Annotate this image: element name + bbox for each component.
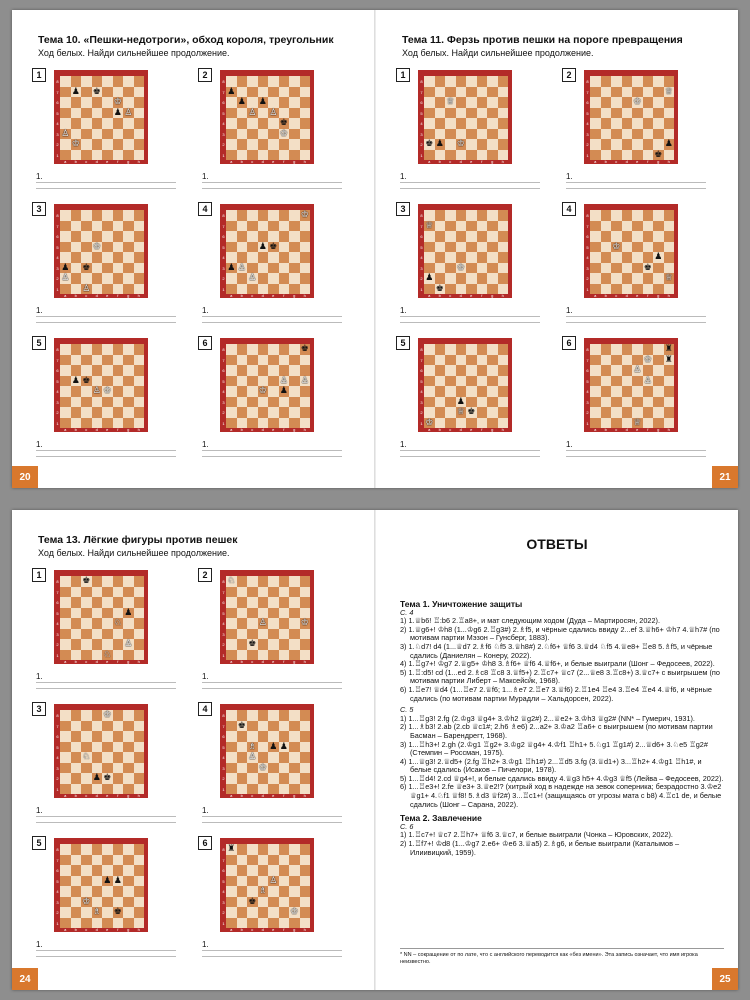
chess-piece: ♔	[633, 97, 642, 107]
chess-piece: ♚	[113, 907, 122, 917]
chess-board: 8 7 6 5 4 3 2 1 a b c d e f g h ♕ ♔ ♟ ♚	[584, 70, 678, 164]
chess-diagram: 3 8 7 6 5 4 3 2 1 a b c d e f g h ♔ ♟ ♚ ♙ ♙ 1.	[32, 202, 182, 324]
chess-piece: ♟	[237, 97, 246, 107]
chess-piece: ♘	[113, 618, 122, 628]
chess-piece: ♙	[124, 107, 133, 118]
chess-piece: ♙	[248, 107, 257, 118]
chess-board: 8 7 6 5 4 3 2 1 a b c d e f g h ♟ ♟ ♙ ♟ ♙ ♚ ♔	[220, 70, 314, 164]
chess-piece: ♚	[269, 241, 278, 252]
spread-pages-24-25	[12, 510, 738, 990]
answer-item: 3) 1...♖h3+! 2.gh (2.♔g1 ♖g2+ 3.♔g2 ♕g4+ 4.♔f1 ♖h1+ 5.♘g1 ♖g1#) 2...♕d6+ 3.♘e5 ♖g2# (Стемпин – Россман, 1975).	[400, 739, 708, 758]
chess-piece: ♕	[633, 417, 642, 428]
chess-piece: ♟	[103, 875, 112, 886]
page-title: Тема 11. Ферзь против пешки на пороге превращения	[402, 34, 683, 46]
chess-board: 8 7 6 5 4 3 2 1 a b c d e f g h ♚ ♗ ♟ ♟ ♙ ♔	[220, 704, 314, 798]
chess-piece: ♙	[633, 365, 642, 375]
chess-diagram: 1 8 7 6 5 4 3 2 1 a b c d e f g h ♕ ♚ ♟ ♔ 1.	[396, 68, 546, 190]
page-20	[12, 10, 374, 488]
chess-board: 8 7 6 5 4 3 2 1 a b c d e f g h ♟ ♚ ♟ ♔ ♙ ♙ ♔	[54, 70, 148, 164]
chess-piece: ♔	[643, 354, 652, 365]
diagram-number: 2	[198, 68, 212, 82]
chess-diagram: 5 8 7 6 5 4 3 2 1 a b c d e f g h ♟ ♚ ♕ ♔ 1.	[396, 336, 546, 458]
chess-piece: ♙	[269, 875, 278, 886]
chess-piece: ♚	[643, 262, 652, 273]
chess-piece: ♚	[103, 773, 112, 783]
diagram-number: 5	[32, 336, 46, 350]
page-25-answers	[376, 510, 738, 990]
chess-piece: ♔	[300, 210, 309, 220]
chess-board: 8 7 6 5 4 3 2 1 a b c d e f g h ♟ ♟ ♔ ♗ ♚	[54, 838, 148, 932]
diagram-number: 6	[198, 336, 212, 350]
page-number: 20	[12, 466, 38, 488]
page-21	[376, 10, 738, 488]
chess-piece: ♙	[248, 752, 257, 762]
chess-piece: ♟	[71, 86, 80, 97]
chess-diagram: 3 8 7 6 5 4 3 2 1 a b c d e f g h ♕ ♚ ♟ ♔ 1.	[396, 202, 546, 324]
chess-board: 8 7 6 5 4 3 2 1 a b c d e f g h ♔ ♜ ♙ ♙ ♕ ♜	[584, 338, 678, 432]
chess-piece: ♙	[258, 618, 267, 628]
answer-item: 1) 1.♕b6! ♖:b6 2.♖a8+, и мат следующим ходом (Дуда – Мартиросян, 2022).	[400, 616, 660, 626]
diagram-number: 5	[396, 336, 410, 350]
chess-diagram: 4 8 7 6 5 4 3 2 1 a b c d e f g h ♔ ♟ ♚ ♕ 1.	[562, 202, 712, 324]
chess-piece: ♟	[258, 241, 267, 252]
page-ref: С. 5	[400, 705, 414, 715]
diagram-number: 3	[396, 202, 410, 216]
chess-board: 8 7 6 5 4 3 2 1 a b c d e f g h ♚ ♟ ♘ ♘ ♙	[54, 570, 148, 664]
chess-board: 8 7 6 5 4 3 2 1 a b c d e f g h ♕ ♚ ♟ ♔	[418, 70, 512, 164]
chess-board: 8 7 6 5 4 3 2 1 a b c d e f g h ♘ ♙ ♚ ♔	[220, 570, 314, 664]
answer-item: 2) 1.♕g6+! ♔h8 (1...♔g6 2.♖g3#) 2.♗f5, и чёрные сдались ввиду 2...ef 3.♕h6+ ♔h7 4.♕h7# (по мотивам партии Мэзон – Гунсберг, 1883).	[400, 624, 720, 643]
chess-piece: ♘	[103, 649, 112, 660]
page-subtitle: Ход белых. Найди сильнейшее продолжение.	[402, 48, 594, 58]
chess-piece: ♜	[664, 344, 673, 354]
diagram-number: 5	[32, 836, 46, 850]
chess-piece: ♙	[61, 128, 70, 139]
chess-piece: ♟	[113, 107, 122, 118]
chess-piece: ♙	[643, 375, 652, 386]
chess-board: 8 7 6 5 4 3 2 1 a b c d e f g h ♔ ♟ ♚ ♕	[584, 204, 678, 298]
chess-diagram: 6 8 7 6 5 4 3 2 1 a b c d e f g h ♔ ♜ ♙ ♙ ♕ ♜ 1.	[562, 336, 712, 458]
chess-piece: ♔	[103, 710, 112, 720]
chess-piece: ♙	[279, 375, 288, 386]
chess-board: 8 7 6 5 4 3 2 1 a b c d e f g h ♜ ♙ ♗ ♚ ♔	[220, 838, 314, 932]
chess-diagram: 2 8 7 6 5 4 3 2 1 a b c d e f g h ♟ ♟ ♙ ♟ ♙ ♚ ♔ 1.	[198, 68, 348, 190]
answer-item: 1) 1.♖c7+! ♕c7 2.♖h7+ ♕f6 3.♕c7, и белые выиграли (Чонка – Юровских, 2022).	[400, 830, 673, 840]
chess-piece: ♙	[92, 386, 101, 396]
chess-piece: ♟	[258, 97, 267, 107]
chess-piece: ♟	[227, 262, 236, 273]
chess-piece: ♙	[300, 375, 309, 386]
chess-piece: ♕	[456, 407, 465, 417]
chess-piece: ♚	[248, 639, 257, 649]
chess-piece: ♟	[654, 252, 663, 262]
diagram-number: 3	[32, 202, 46, 216]
chess-piece: ♟	[425, 273, 434, 283]
page-number: 21	[712, 466, 738, 488]
chess-piece: ♕	[446, 97, 455, 107]
answer-item: 4) 1.♖g7+! ♔g7 2.♕g5+ ♔h8 3.♗f6+ ♕f6 4.♕f6+, и белые выиграли (Шонг – Федосеев, 2022).	[400, 659, 715, 669]
chess-diagram: 4 8 7 6 5 4 3 2 1 a b c d e f g h ♔ ♚ ♟ ♟ ♙ ♙ 1.	[198, 202, 348, 324]
diagram-number: 6	[198, 836, 212, 850]
chess-piece: ♚	[237, 720, 246, 731]
answer-item: 6) 1.♖e7! ♕d4 (1...♖e7 2.♕f6; 1...♗e7 2.♖e7 3.♕f6) 2.♖1e4 ♖e4 3.♖e4 ♖e4 4.♕f6, и чёрные сдались (по мотивам партии Мурадли – Хальдорсен, 2022).	[400, 684, 712, 703]
answer-item: 6) 1...♖e3+! 2.fe ♕e3+ 3.♕e2!? (хитрый ход в надежде на зевок соперника; безрадостно 3.♔e2 ♕g1+ 4.♘f1 ♕f8! 5.♗d3 ♕f2#) 3...♖c1+! (защищаясь от угрозы мата с b8) 4.♖c1 de, и белые сдались (Шонг – Сарана, 2022).	[400, 782, 722, 809]
chess-piece: ♟	[664, 139, 673, 149]
page-number: 24	[12, 968, 38, 990]
chess-board: 8 7 6 5 4 3 2 1 a b c d e f g h ♚ ♙ ♔ ♟	[54, 338, 148, 432]
chess-piece: ♚	[425, 139, 434, 149]
chess-piece: ♗	[92, 907, 101, 917]
diagram-number: 6	[562, 336, 576, 350]
chess-piece: ♔	[258, 386, 267, 396]
answer-item: 1) 1...♖g3! 2.fg (2.♔g3 ♕g4+ 3.♔h2 ♕g2#) 2...♕e2+ 3.♔h3 ♕g2# (NN* – Гумерич, 1931).	[400, 713, 695, 723]
page-subtitle: Ход белых. Найди сильнейшее продолжение.	[38, 48, 230, 58]
answer-item: 2) 1...♗b3! 2.ab (2.cb ♕c1#; 2.h6 ♗e6) 2...a2+ 3.♔a2 ♖a6+ с выигрышем (по мотивам партии Басман – Барендрегт, 1968).	[400, 722, 713, 740]
chess-piece: ♘	[82, 752, 91, 762]
chess-piece: ♕	[664, 86, 673, 97]
chess-board: 8 7 6 5 4 3 2 1 a b c d e f g h ♟ ♚ ♕ ♔	[418, 338, 512, 432]
diagram-number: 4	[198, 702, 212, 716]
diagram-number: 2	[562, 68, 576, 82]
chess-piece: ♚	[248, 896, 257, 907]
chess-diagram: 1 8 7 6 5 4 3 2 1 a b c d e f g h ♟ ♚ ♟ ♔ ♙ ♙ ♔ 1.	[32, 68, 182, 190]
chess-piece: ♚	[92, 86, 101, 97]
chess-board: 8 7 6 5 4 3 2 1 a b c d e f g h ♔ ♚ ♟ ♟ ♙ ♙	[220, 204, 314, 298]
page-title: Тема 13. Лёгкие фигуры против пешек	[38, 534, 238, 546]
chess-piece: ♔	[113, 97, 122, 107]
answers-list	[400, 617, 724, 703]
chess-piece: ♔	[425, 417, 434, 428]
chess-piece: ♟	[71, 375, 80, 386]
chess-piece: ♔	[300, 618, 309, 628]
spread-pages-20-21	[12, 10, 738, 488]
chess-piece: ♔	[279, 128, 288, 139]
chess-diagram: 3 8 7 6 5 4 3 2 1 a b c d e f g h ♔ ♘ ♟ ♚ 1.	[32, 702, 182, 824]
page-title: Тема 10. «Пешки-недотроги», обход короля, треугольник	[38, 34, 334, 46]
chess-piece: ♟	[61, 262, 70, 273]
chess-piece: ♔	[92, 241, 101, 252]
diagram-number: 2	[198, 568, 212, 582]
page-subtitle: Ход белых. Найди сильнейшее продолжение.	[38, 548, 230, 558]
chess-piece: ♚	[435, 283, 444, 294]
chess-piece: ♕	[425, 220, 434, 231]
chess-piece: ♙	[248, 273, 257, 283]
chess-piece: ♔	[456, 139, 465, 149]
answer-item: 5) 1.♖:d5! cd (1...ed 2.♗c8 ♖c8 3.♕f5+) 2.♖c7+ ♕c7 (2...♕e8 3.♖c8+) 3.♕c7+ с выигрышем (по мотивам партии Либерт – Максейсйк, 1968).	[400, 667, 720, 686]
chess-piece: ♚	[467, 407, 476, 417]
chess-piece: ♙	[61, 273, 70, 283]
diagram-number: 1	[32, 68, 46, 82]
answers-list	[400, 715, 724, 810]
chess-diagram: 1 8 7 6 5 4 3 2 1 a b c d e f g h ♚ ♟ ♘ ♘ ♙ 1.	[32, 568, 182, 690]
chess-piece: ♜	[227, 844, 236, 854]
chess-piece: ♜	[664, 354, 673, 365]
chess-board: 8 7 6 5 4 3 2 1 a b c d e f g h ♔ ♟ ♚ ♙ ♙	[54, 204, 148, 298]
chess-piece: ♔	[290, 907, 299, 917]
chess-piece: ♟	[279, 741, 288, 752]
chess-piece: ♗	[248, 741, 257, 752]
chess-piece: ♟	[113, 875, 122, 886]
chess-piece: ♙	[124, 639, 133, 649]
chess-piece: ♚	[82, 262, 91, 273]
chess-piece: ♙	[237, 262, 246, 273]
chess-piece: ♕	[664, 273, 673, 283]
chess-board: 8 7 6 5 4 3 2 1 a b c d e f g h ♚ ♙ ♙ ♔ ♟	[220, 338, 314, 432]
chess-diagram: 4 8 7 6 5 4 3 2 1 a b c d e f g h ♚ ♗ ♟ ♟ ♙ ♔ 1.	[198, 702, 348, 824]
chess-piece: ♔	[82, 896, 91, 907]
chess-diagram: 5 8 7 6 5 4 3 2 1 a b c d e f g h ♟ ♟ ♔ ♗ ♚ 1.	[32, 836, 182, 958]
chess-piece: ♟	[227, 86, 236, 97]
chess-piece: ♚	[654, 149, 663, 160]
answer-item: 3) 1.♘d7! d4 (1...♕d7 2.♗f6 ♘f5 3.♕h8#) 2.♘f6+ ♕f6 3.♕d4 ♘f5 4.♕e8+ ♖e8 5.♗f5, и чёрные сдались (Даниелян – Конеру, 2022).	[400, 641, 713, 660]
page-24	[12, 510, 374, 990]
chess-piece: ♙	[269, 107, 278, 118]
diagram-number: 3	[32, 702, 46, 716]
answers-heading: ОТВЕТЫ	[526, 536, 588, 552]
chess-diagram: 2 8 7 6 5 4 3 2 1 a b c d e f g h ♕ ♔ ♟ ♚ 1.	[562, 68, 712, 190]
chess-piece: ♔	[258, 762, 267, 773]
chess-piece: ♔	[612, 241, 621, 252]
chess-piece: ♚	[82, 375, 91, 386]
diagram-number: 4	[198, 202, 212, 216]
chess-piece: ♟	[269, 741, 278, 752]
theme-heading: Тема 1. Уничтожение защиты	[400, 599, 523, 609]
chess-piece: ♟	[124, 607, 133, 618]
chess-board: 8 7 6 5 4 3 2 1 a b c d e f g h ♔ ♘ ♟ ♚	[54, 704, 148, 798]
chess-piece: ♟	[92, 773, 101, 783]
page-number: 25	[712, 968, 738, 990]
diagram-number: 1	[32, 568, 46, 582]
diagram-number: 1	[396, 68, 410, 82]
chess-piece: ♟	[456, 396, 465, 407]
chess-piece: ♗	[258, 886, 267, 896]
theme-heading: Тема 2. Завлечение	[400, 813, 482, 824]
answer-item: 2) 1.♖f7+! ♔d8 (1...♔g7 2.e6+ ♔e6 3.♕a5) 2.♗g6, и белые выиграли (Каталымов – Илиивицкий, 1959).	[400, 839, 680, 857]
chess-board: 8 7 6 5 4 3 2 1 a b c d e f g h ♕ ♚ ♟ ♔	[418, 204, 512, 298]
chess-diagram: 6 8 7 6 5 4 3 2 1 a b c d e f g h ♚ ♙ ♙ ♔ ♟ 1.	[198, 336, 348, 458]
chess-piece: ♚	[300, 344, 309, 354]
answer-item: 5) 1...♖d4! 2.cd ♕g4+!, и белые сдались ввиду 4.♕g3 h5+ 4.♔g3 ♕f5 (Лейва – Федосеев, 2022).	[400, 773, 724, 783]
answers-list	[400, 831, 724, 857]
chess-piece: ♚	[279, 118, 288, 128]
chess-diagram: 2 8 7 6 5 4 3 2 1 a b c d e f g h ♘ ♙ ♚ ♔ 1.	[198, 568, 348, 690]
chess-piece: ♟	[279, 386, 288, 396]
chess-piece: ♔	[103, 386, 112, 396]
chess-diagram: 6 8 7 6 5 4 3 2 1 a b c d e f g h ♜ ♙ ♗ ♚ ♔ 1.	[198, 836, 348, 958]
page-ref: С. 6	[400, 821, 414, 831]
page-ref: С. 4	[400, 607, 414, 617]
chess-diagram: 5 8 7 6 5 4 3 2 1 a b c d e f g h ♚ ♙ ♔ ♟ 1.	[32, 336, 182, 458]
answer-item: 4) 1...♕g3! 2.♕d5+ (2.fg ♖h2+ 3.♔g1 ♖h1#) 2...♖d5 3.fg (3.♕d1+) 3...♖h2+ 4.♔g1 ♖h1#, и белые сдались (Исаков – Пичелори, 1978).	[400, 756, 702, 775]
chess-piece: ♔	[71, 139, 80, 149]
diagram-number: 4	[562, 202, 576, 216]
chess-piece: ♚	[82, 576, 91, 586]
chess-piece: ♔	[456, 262, 465, 273]
answers-block	[400, 598, 724, 857]
chess-piece: ♘	[227, 576, 236, 586]
chess-piece: ♙	[82, 283, 91, 294]
footnote: * NN – сокращение от по латe, что с английского переводится как «без имени». Эта запись означает, что имя игрока неизвестно.	[400, 948, 724, 966]
chess-piece: ♟	[435, 139, 444, 149]
